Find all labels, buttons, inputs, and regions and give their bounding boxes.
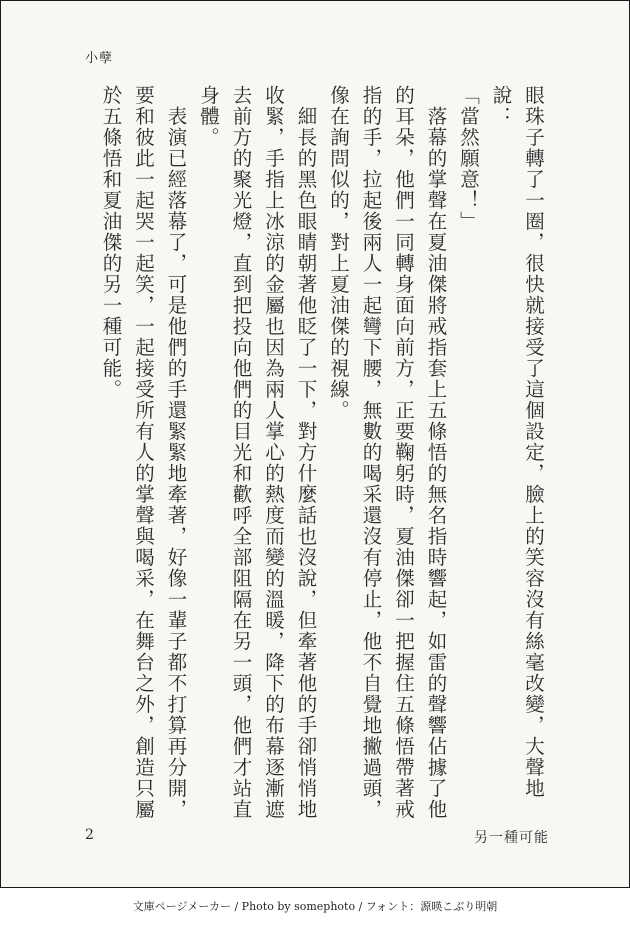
page-number: 2 — [85, 827, 94, 843]
paragraph-4: 細長的黑色眼睛朝著他眨了一下，對方什麼話也沒說，但牽著他的手卻悄悄地收緊，手指上冰涼的金屬也因為兩人掌心的熱度而變的溫暖，降下的布幕逐漸遮去前方的聚光燈，直到把投向他們的目光和歡呼全部阻隔在另一頭，他們才站直身體。 — [197, 85, 318, 820]
paragraph-3: 落幕的掌聲在夏油傑將戒指套上五條悟的無名指時響起，如雷的聲響佔據了他的耳朵，他們一同轉身面向前方，正要鞠躬時，夏油傑卻一把握住五條悟帶著戒指的手，拉起後兩人一起彎下腰，無數的喝采還沒有停止，他不自覺地撇過頭，像在詢問似的，對上夏油傑的視線。 — [327, 85, 448, 820]
paragraph-1: 眼珠子轉了一圈，很快就接受了這個設定，臉上的笑容沒有絲毫改變，大聲地說： — [489, 85, 545, 799]
credit-line: 文庫ページメーカー / Photo by somephoto / フォント：源暎こぶり明朝 — [132, 900, 498, 913]
paragraph-5: 表演已經落幕了，可是他們的手還緊緊地牽著，好像一輩子都不打算再分開，要和彼此一起哭一起笑，一起接受所有人的掌聲與喝采，在舞台之外，創造只屬於五條悟和夏油傑的另一種可能。 — [99, 85, 188, 820]
book-title-header: 小孽 — [85, 51, 114, 66]
running-title: 另一種可能 — [474, 830, 549, 846]
vertical-body-text — [99, 85, 549, 829]
paragraph-2: 「當然願意！」 — [457, 85, 480, 232]
